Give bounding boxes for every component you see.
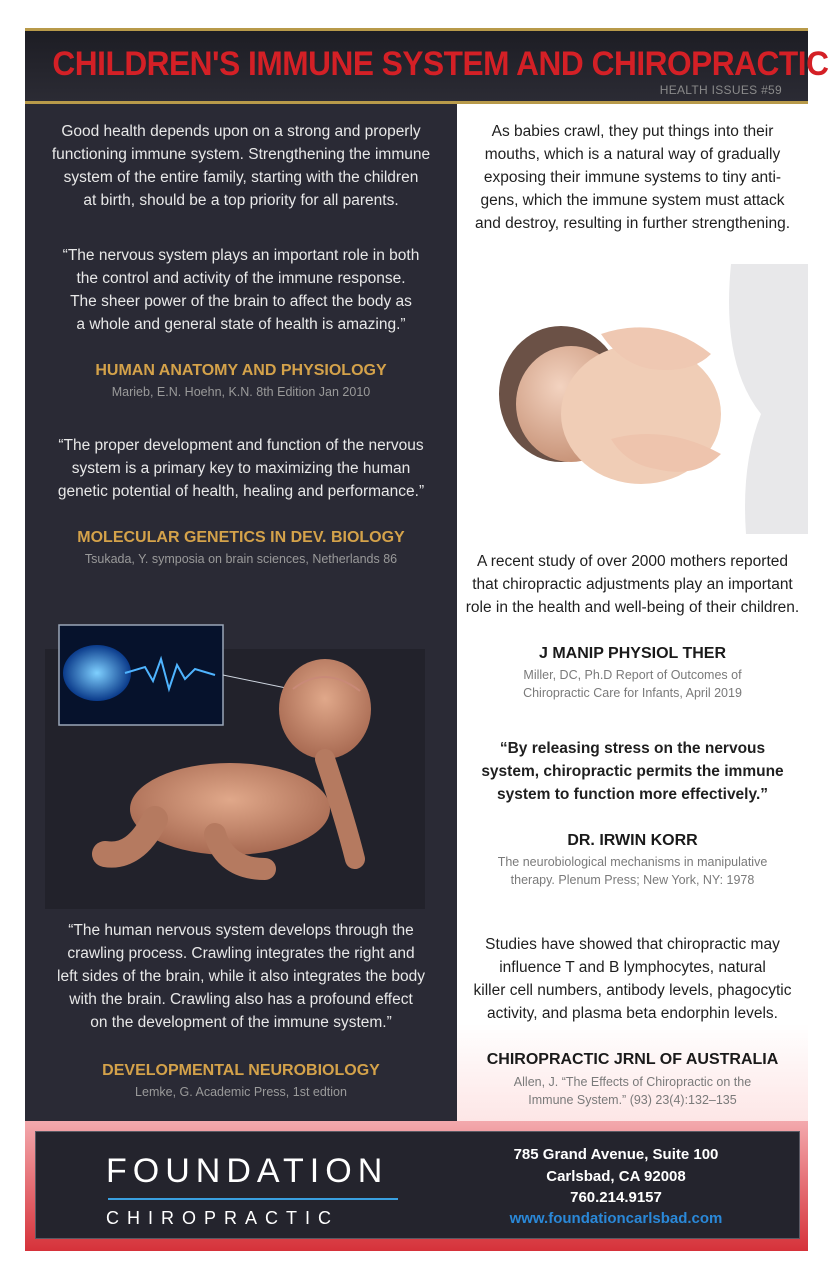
phone-number: 760.214.9157 [570,1189,662,1206]
studies-text: Studies have showed that chiropractic may influence T and B lymphocytes, natural killer cell numbers, antibody levels, phagocytic activity, and plasma beta endorphin levels. [473,936,792,1022]
issue-number: HEALTH ISSUES #59 [659,83,782,97]
source-ref-korr: The neurobiological mechanisms in manipulative therapy. Plenum Press; New York, NY: 1978 [497,855,768,887]
page-header [25,28,829,104]
quote-nervous-system: “The nervous system plays an important role in both the control and activity of the immune response. The sheer power of the brain to affect the body as a whole and general state of health is amazing.” [62,247,420,333]
source-ref-anatomy: Marieb, E.N. Hoehn, K.N. 8th Edition Jan 2010 [111,385,371,399]
source-title-manip: J MANIP PHYSIOL THER [539,645,726,662]
source-ref-genetics: Tsukada, Y. symposia on brain sciences, Netherlands 86 [84,552,398,566]
right-intro-text: As babies crawl, they put things into their mouths, which is a natural way of gradually exposing their immune systems to tiny anti- gens, which the immune system must attack and destroy, resulting in further strengthening. [474,123,791,232]
website-link[interactable]: www.foundationcarlsbad.com [509,1210,723,1227]
korr-quote: “By releasing stress on the nervous system, chiropractic permits the immune system to function more effectively.” [481,740,784,803]
footer-banner [25,1121,808,1251]
source-ref-manip: Miller, DC, Ph.D Report of Outcomes of Chiropractic Care for Infants, April 2019 [523,668,742,700]
source-ref-australia: Allen, J. “The Effects of Chiropractic on the Immune System.” (93) 23(4):132–135 [513,1075,752,1107]
footer-panel [35,1131,800,1239]
source-title-anatomy: HUMAN ANATOMY AND PHYSIOLOGY [95,362,387,379]
right-column [457,104,808,1121]
quote-crawling: “The human nervous system develops through the crawling process. Crawling integrates the right and left sides of the brain, while it also integrates the body with the brain. Crawling also has a profound effect on the development of the immune system.” [57,922,425,1031]
brand-divider [108,1198,398,1200]
address-line-1: 785 Grand Avenue, Suite 100 [513,1146,719,1163]
address-line-2: Carlsbad, CA 92008 [546,1168,686,1185]
brand-name: FOUNDATION [106,1152,389,1190]
left-column [25,104,457,1121]
source-title-neurobiology: DEVELOPMENTAL NEUROBIOLOGY [102,1062,380,1079]
study-text: A recent study of over 2000 mothers reported that chiropractic adjustments play an important role in the health and well-being of their children. [465,553,800,616]
quote-development: “The proper development and function of the nervous system is a primary key to maximizing the human genetic potential of health, healing and performance.” [57,437,425,500]
source-ref-neurobiology: Lemke, G. Academic Press, 1st edtion [135,1085,347,1099]
left-intro-text: Good health depends upon on a strong and properly functioning immune system. Strengthening the immune system of the entire family, starting with the children at birth, should be a top priority for all parents. [51,123,431,209]
brand-subtitle: CHIROPRACTIC [106,1208,340,1228]
page-title: CHILDREN'S IMMUNE SYSTEM AND CHIROPRACTIC [52,45,829,83]
source-title-korr: DR. IRWIN KORR [567,832,698,849]
infant-adjustment-photo [491,264,808,534]
source-title-australia: CHIROPRACTIC JRNL OF AUSTRALIA [486,1051,779,1068]
source-title-genetics: MOLECULAR GENETICS IN DEV. BIOLOGY [77,529,405,546]
crawling-baby-brain-image [25,609,457,909]
